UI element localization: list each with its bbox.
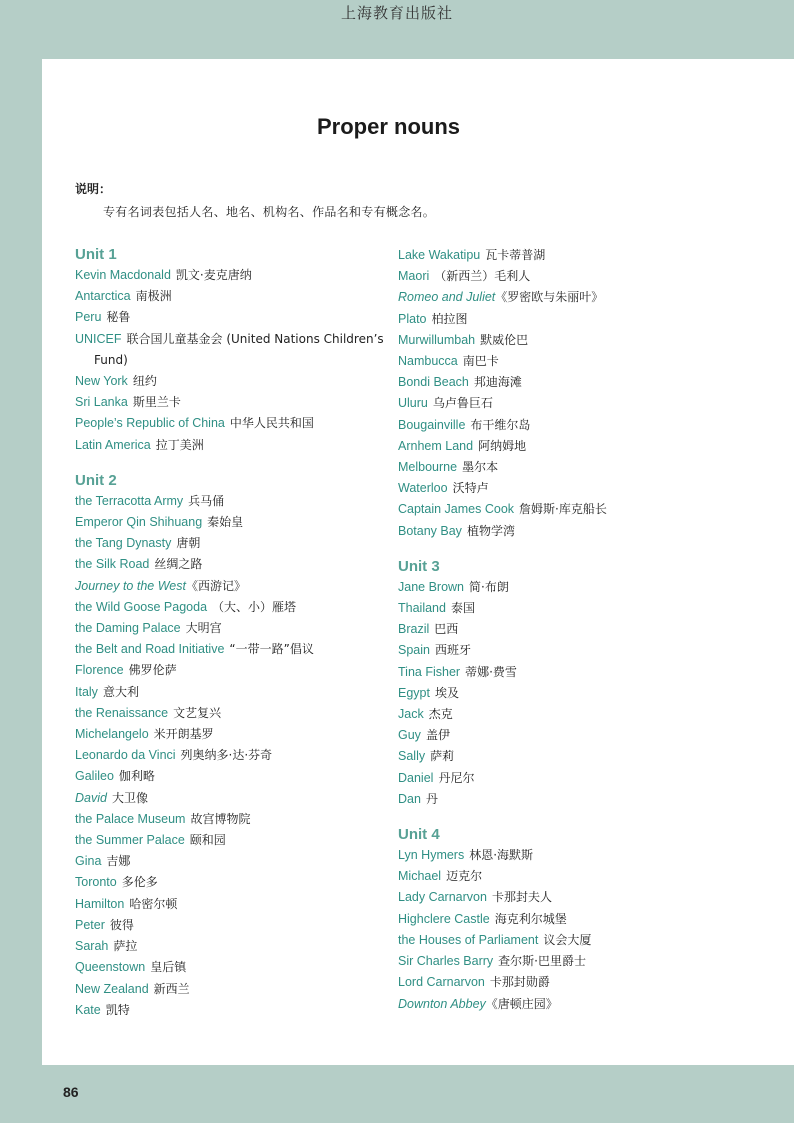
glossary-entry: [398, 662, 728, 683]
entry-english: Peter: [75, 917, 105, 932]
entry-english: the Tang Dynasty: [75, 536, 172, 551]
entry-chinese: 泰国: [450, 601, 475, 616]
entry-chinese: 丹尼尔: [438, 770, 475, 785]
entry-english: Plato: [398, 311, 427, 326]
entry-english: Murwillumbah: [398, 332, 476, 347]
entry-chinese: 埃及: [434, 685, 459, 700]
entry-english: the Renaissance: [75, 705, 169, 720]
glossary-entry: [398, 521, 728, 542]
entry-english: Italy: [75, 684, 98, 699]
entry-english: Sir Charles Barry: [398, 954, 494, 969]
entry-chinese: “一带一路”倡议: [229, 642, 314, 657]
unit-heading: Unit 1: [75, 246, 117, 263]
entry-chinese: 墨尔本: [462, 460, 499, 475]
glossary-entry: [398, 768, 728, 789]
entry-english: Hamilton: [75, 896, 125, 911]
glossary-entry: [398, 746, 728, 767]
glossary-entry: [398, 351, 728, 372]
page-sheet: [42, 59, 794, 1065]
glossary-entry: [75, 512, 393, 533]
glossary-entry: [75, 979, 393, 1000]
glossary-entry: [75, 894, 393, 915]
entry-english: Spain: [398, 643, 430, 658]
glossary-entry: [75, 371, 393, 392]
entry-english: Bougainville: [398, 417, 466, 432]
entry-chinese: 瓦卡蒂普湖: [485, 248, 546, 262]
glossary-entry: [398, 287, 728, 308]
left-column: [75, 245, 393, 1021]
glossary-entry: [75, 872, 393, 893]
glossary-entry: [398, 683, 728, 704]
entry-english: Journey to the West: [75, 578, 186, 593]
glossary-entry: [75, 724, 393, 745]
entry-english: Kate: [75, 1002, 101, 1017]
entry-chinese: 列奥纳多·达·芬奇: [180, 748, 273, 763]
entry-english: Romeo and Juliet: [398, 290, 496, 305]
entry-chinese: 秦始皇: [207, 515, 244, 530]
page-number: 86: [63, 1084, 79, 1100]
entry-english: Dan: [398, 791, 421, 806]
entry-chinese: 联合国儿童基金会 (United Nations Children’s: [126, 331, 384, 346]
entry-english: People’s Republic of China: [75, 416, 225, 431]
glossary-entry: [398, 415, 728, 436]
entry-chinese: 议会大厦: [543, 932, 592, 947]
entry-chinese: 哈密尔顿: [129, 896, 178, 911]
glossary-entry: [75, 265, 393, 286]
entry-english: Melbourne: [398, 460, 458, 475]
entry-chinese: 南极洲: [135, 289, 172, 304]
glossary-entry: [398, 245, 728, 266]
entry-english: Uluru: [398, 396, 428, 411]
entry-english: Leonardo da Vinci: [75, 748, 176, 763]
glossary-entry: [75, 936, 393, 957]
glossary-entry: [75, 745, 393, 766]
entry-chinese: 植物学湾: [466, 523, 515, 538]
entry-chinese: 唐朝: [176, 536, 201, 551]
entry-chinese: 多伦多: [121, 875, 158, 890]
glossary-entry: [398, 994, 728, 1015]
glossary-entry: [398, 309, 728, 330]
glossary-entry: [398, 619, 728, 640]
entry-chinese: 布干维尔岛: [470, 417, 531, 432]
entry-chinese: 萨莉: [430, 749, 455, 764]
entry-english: David: [75, 790, 107, 805]
right-column: [398, 245, 728, 1015]
entry-chinese: 故宫博物院: [190, 811, 251, 826]
entry-english: Guy: [398, 728, 421, 743]
entry-chinese: 米开朗基罗: [153, 727, 214, 742]
glossary-entry: [75, 639, 393, 660]
glossary-entry: [398, 266, 728, 287]
entry-chinese: 盖伊: [425, 728, 450, 743]
glossary-entry: [75, 618, 393, 639]
entry-english: Bondi Beach: [398, 375, 469, 390]
entry-english: Jack: [398, 707, 424, 722]
entry-chinese: 沃特卢: [452, 481, 489, 496]
glossary-entry: [75, 703, 393, 724]
entry-english: Jane Brown: [398, 579, 465, 594]
entry-chinese: 蒂娜·费雪: [465, 664, 517, 679]
entry-chinese: 卡那封勋爵: [489, 975, 550, 990]
entry-chinese: 《罗密欧与朱丽叶》: [495, 290, 604, 305]
entry-english: the Wild Goose Pagoda: [75, 599, 208, 614]
entry-english: Sri Lanka: [75, 395, 128, 410]
entry-chinese: 乌卢鲁巨石: [432, 396, 493, 411]
entry-english: Lake Wakatipu: [398, 248, 481, 262]
unit-heading: Unit 4: [398, 826, 440, 844]
glossary-entry: [398, 789, 728, 810]
glossary-entry: [398, 725, 728, 746]
glossary-entry: [75, 682, 393, 703]
glossary-entry: [75, 851, 393, 872]
note-label: 说明：: [75, 182, 112, 196]
entry-chinese: 颐和园: [189, 833, 226, 848]
entry-chinese: 文艺复兴: [173, 705, 222, 720]
entry-chinese: 丹: [425, 791, 438, 806]
entry-english: Daniel: [398, 770, 434, 785]
entry-english: the Silk Road: [75, 557, 150, 572]
entry-chinese: 阿纳姆地: [478, 438, 527, 453]
entry-english: the Belt and Road Initiative: [75, 642, 225, 657]
glossary-entry: [75, 597, 393, 618]
entry-chinese: 林恩·海默斯: [469, 848, 534, 863]
entry-chinese: 伽利略: [118, 769, 155, 784]
entry-english: Latin America: [75, 437, 151, 452]
entry-english: Michael: [398, 869, 442, 884]
glossary-entry: [398, 499, 728, 520]
glossary-entry: [75, 660, 393, 681]
entry-chinese: 新西兰: [153, 981, 190, 996]
glossary-entry: [75, 957, 393, 978]
entry-chinese: 《唐顿庄园》: [485, 996, 558, 1011]
entry-english: Maori: [398, 269, 430, 284]
entry-english: Sarah: [75, 939, 109, 954]
unit-heading: Unit 2: [75, 471, 117, 489]
entry-chinese: 意大利: [102, 684, 139, 699]
glossary-entry: [398, 478, 728, 499]
page-title: Proper nouns: [316, 114, 460, 139]
entry-english: Florence: [75, 663, 124, 678]
entry-english: Antarctica: [75, 289, 131, 304]
unit-heading: Unit 3: [398, 557, 440, 575]
entry-chinese: 萨拉: [113, 939, 138, 954]
entry-english: Waterloo: [398, 481, 448, 496]
publisher-header: 上海教育出版社: [340, 4, 453, 22]
glossary-entry: [75, 915, 393, 936]
glossary-entry: [75, 1000, 393, 1021]
glossary-entry: [75, 533, 393, 554]
entry-english: the Terracotta Army: [75, 493, 184, 508]
entry-chinese: （大、小）雁塔: [212, 599, 297, 614]
entry-chinese: 大明宫: [185, 621, 222, 636]
glossary-entry: [75, 809, 393, 830]
entry-chinese: 南巴卡: [462, 354, 499, 369]
entry-english: Downton Abbey: [398, 996, 486, 1011]
entry-chinese: 凯文·麦克唐纳: [175, 268, 252, 282]
entry-english: Queenstown: [75, 960, 146, 975]
entry-chinese: 查尔斯·巴里爵士: [498, 954, 586, 969]
entry-chinese: 巴西: [434, 622, 459, 637]
glossary-entry: [75, 413, 393, 434]
note-text: 专有名词表包括人名、地名、机构名、作品名和专有概念名。: [103, 205, 436, 219]
glossary-entry: [75, 830, 393, 851]
glossary-entry: [398, 972, 728, 993]
entry-chinese: 凯特: [105, 1002, 130, 1017]
entry-chinese: 大卫像: [111, 790, 148, 805]
entry-chinese: 皇后镇: [150, 960, 187, 975]
entry-chinese: 杰克: [428, 707, 453, 722]
glossary-entry: [398, 909, 728, 930]
entry-english: Sally: [398, 749, 426, 764]
entry-english: Nambucca: [398, 354, 458, 369]
entry-chinese: 詹姆斯·库克船长: [519, 502, 607, 517]
entry-chinese: 迈克尔: [446, 869, 483, 884]
glossary-entry: [75, 491, 393, 512]
entry-english: Michelangelo: [75, 727, 149, 742]
entry-english: Highclere Castle: [398, 911, 490, 926]
entry-chinese: 中华人民共和国: [229, 416, 314, 431]
entry-chinese: 西班牙: [434, 643, 471, 658]
entry-chinese: 吉娜: [106, 854, 131, 869]
entry-chinese: 斯里兰卡: [132, 395, 181, 410]
entry-continuation: Fund): [94, 352, 128, 367]
glossary-entry: [75, 554, 393, 575]
entry-english: the Summer Palace: [75, 833, 185, 848]
entry-english: New York: [75, 374, 128, 389]
entry-english: Toronto: [75, 875, 117, 890]
glossary-entry: [398, 640, 728, 661]
entry-chinese: 简·布朗: [469, 579, 509, 594]
entry-chinese: 柏拉图: [431, 311, 468, 326]
entry-english: Lyn Hymers: [398, 848, 465, 863]
entry-chinese: 拉丁美洲: [155, 437, 204, 452]
glossary-entry: [398, 393, 728, 414]
glossary-entry: [75, 307, 393, 328]
entry-chinese: 卡那封夫人: [491, 890, 552, 905]
entry-chinese: 邦迪海滩: [473, 375, 522, 390]
glossary-entry: [75, 435, 393, 456]
glossary-entry: [398, 887, 728, 908]
entry-english: the Daming Palace: [75, 621, 181, 636]
entry-chinese: 纽约: [132, 374, 157, 389]
entry-english: New Zealand: [75, 981, 149, 996]
entry-english: Lord Carnarvon: [398, 975, 485, 990]
glossary-entry: [75, 329, 393, 371]
entry-english: Brazil: [398, 622, 430, 637]
glossary-entry: [398, 951, 728, 972]
glossary-entry: [398, 436, 728, 457]
entry-english: Gina: [75, 854, 102, 869]
glossary-entry: [398, 577, 728, 598]
entry-chinese: 丝绸之路: [154, 557, 203, 572]
entry-chinese: 彼得: [109, 917, 134, 932]
entry-english: the Houses of Parliament: [398, 932, 539, 947]
entry-chinese: 秘鲁: [106, 310, 131, 325]
entry-english: Tina Fisher: [398, 664, 461, 679]
entry-english: Captain James Cook: [398, 502, 515, 517]
entry-english: Egypt: [398, 685, 430, 700]
glossary-entry: [398, 457, 728, 478]
glossary-entry: [398, 330, 728, 351]
glossary-entry: [75, 788, 393, 809]
glossary-entry: [398, 930, 728, 951]
entry-english: Galileo: [75, 769, 114, 784]
glossary-entry: [398, 372, 728, 393]
entry-english: UNICEF: [75, 331, 122, 346]
entry-chinese: 默威伦巴: [480, 332, 529, 347]
glossary-entry: [398, 845, 728, 866]
entry-english: Botany Bay: [398, 523, 462, 538]
glossary-entry: [75, 766, 393, 787]
entry-english: Kevin Macdonald: [75, 268, 171, 282]
glossary-entry: [75, 392, 393, 413]
entry-chinese: 海克利尔城堡: [494, 911, 567, 926]
entry-english: Arnhem Land: [398, 438, 474, 453]
glossary-entry: [75, 576, 393, 597]
entry-english: Emperor Qin Shihuang: [75, 515, 203, 530]
entry-chinese: （新西兰）毛利人: [434, 269, 531, 284]
glossary-entry: [398, 598, 728, 619]
entry-english: the Palace Museum: [75, 811, 186, 826]
glossary-entry: [398, 866, 728, 887]
entry-english: Thailand: [398, 601, 446, 616]
entry-chinese: 佛罗伦萨: [128, 663, 177, 678]
entry-english: Lady Carnarvon: [398, 890, 487, 905]
entry-chinese: 兵马俑: [188, 493, 225, 508]
glossary-entry: [75, 286, 393, 307]
entry-english: Peru: [75, 310, 102, 325]
glossary-entry: [398, 704, 728, 725]
entry-chinese: 《西游记》: [185, 578, 246, 593]
